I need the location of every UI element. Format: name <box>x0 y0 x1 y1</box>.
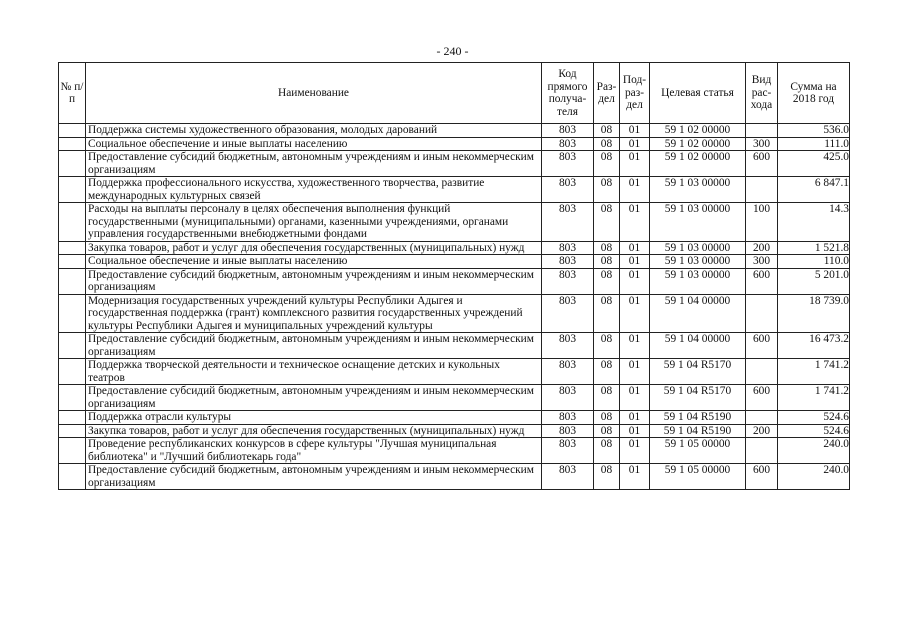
cell-target: 59 1 04 R5190 <box>650 424 746 438</box>
cell-type: 200 <box>746 241 778 255</box>
cell-section: 08 <box>594 241 620 255</box>
cell-name: Поддержка системы художественного образования, молодых дарований <box>86 124 542 138</box>
cell-name: Поддержка отрасли культуры <box>86 411 542 425</box>
cell-amount: 16 473.2 <box>778 333 850 359</box>
cell-section: 08 <box>594 438 620 464</box>
table-header-row <box>59 63 850 124</box>
table-row <box>59 438 850 464</box>
cell-subsection: 01 <box>620 241 650 255</box>
cell-num <box>59 137 86 151</box>
cell-subsection: 01 <box>620 177 650 203</box>
cell-name: Предоставление субсидий бюджетным, автономным учреждениям и иным некоммерческим организациям <box>86 268 542 294</box>
table-row <box>59 359 850 385</box>
cell-name: Поддержка творческой деятельности и техническое оснащение детских и кукольных театров <box>86 359 542 385</box>
cell-amount: 14.3 <box>778 203 850 242</box>
cell-type <box>746 177 778 203</box>
cell-code: 803 <box>542 438 594 464</box>
cell-target: 59 1 03 00000 <box>650 255 746 269</box>
cell-name: Закупка товаров, работ и услуг для обеспечения государственных (муниципальных) нужд <box>86 424 542 438</box>
header-section: Раз-дел <box>594 63 620 124</box>
header-subsection: Под-раз-дел <box>620 63 650 124</box>
cell-code: 803 <box>542 241 594 255</box>
cell-section: 08 <box>594 177 620 203</box>
cell-type: 600 <box>746 464 778 490</box>
cell-amount: 110.0 <box>778 255 850 269</box>
cell-num <box>59 268 86 294</box>
table-row <box>59 137 850 151</box>
cell-amount: 524.6 <box>778 424 850 438</box>
header-num: № п/п <box>59 63 86 124</box>
cell-code: 803 <box>542 411 594 425</box>
table-row <box>59 255 850 269</box>
cell-amount: 111.0 <box>778 137 850 151</box>
cell-target: 59 1 04 R5170 <box>650 385 746 411</box>
cell-amount: 1 741.2 <box>778 359 850 385</box>
cell-num <box>59 438 86 464</box>
cell-subsection: 01 <box>620 203 650 242</box>
cell-amount: 1 521.8 <box>778 241 850 255</box>
cell-subsection: 01 <box>620 294 650 333</box>
cell-subsection: 01 <box>620 333 650 359</box>
cell-code: 803 <box>542 333 594 359</box>
cell-subsection: 01 <box>620 151 650 177</box>
cell-target: 59 1 02 00000 <box>650 124 746 138</box>
cell-type <box>746 411 778 425</box>
cell-type: 600 <box>746 385 778 411</box>
cell-amount: 1 741.2 <box>778 385 850 411</box>
header-code: Код прямого получа-теля <box>542 63 594 124</box>
cell-num <box>59 424 86 438</box>
cell-subsection: 01 <box>620 385 650 411</box>
table-row <box>59 124 850 138</box>
cell-section: 08 <box>594 464 620 490</box>
cell-name: Модернизация государственных учреждений культуры Республики Адыгея и государственная поддержка (грант) комплексного развития государственных учреждений культуры Республики Адыгея и муниципальных учреждений культуры <box>86 294 542 333</box>
cell-section: 08 <box>594 203 620 242</box>
cell-code: 803 <box>542 359 594 385</box>
cell-num <box>59 333 86 359</box>
cell-subsection: 01 <box>620 438 650 464</box>
cell-subsection: 01 <box>620 137 650 151</box>
cell-num <box>59 464 86 490</box>
cell-num <box>59 255 86 269</box>
cell-amount: 5 201.0 <box>778 268 850 294</box>
cell-subsection: 01 <box>620 411 650 425</box>
table-row <box>59 385 850 411</box>
cell-target: 59 1 03 00000 <box>650 177 746 203</box>
cell-section: 08 <box>594 137 620 151</box>
cell-code: 803 <box>542 385 594 411</box>
cell-num <box>59 385 86 411</box>
cell-num <box>59 124 86 138</box>
cell-amount: 536.0 <box>778 124 850 138</box>
cell-code: 803 <box>542 424 594 438</box>
cell-subsection: 01 <box>620 255 650 269</box>
cell-name: Предоставление субсидий бюджетным, автономным учреждениям и иным некоммерческим организациям <box>86 151 542 177</box>
cell-code: 803 <box>542 255 594 269</box>
cell-target: 59 1 04 R5170 <box>650 359 746 385</box>
header-type: Вид рас-хода <box>746 63 778 124</box>
cell-name: Закупка товаров, работ и услуг для обеспечения государственных (муниципальных) нужд <box>86 241 542 255</box>
cell-section: 08 <box>594 151 620 177</box>
table-body <box>59 124 850 490</box>
cell-target: 59 1 05 00000 <box>650 438 746 464</box>
cell-amount: 240.0 <box>778 438 850 464</box>
table-row <box>59 268 850 294</box>
cell-type <box>746 359 778 385</box>
cell-type: 100 <box>746 203 778 242</box>
header-amount: Сумма на 2018 год <box>778 63 850 124</box>
cell-section: 08 <box>594 385 620 411</box>
table-row <box>59 203 850 242</box>
cell-code: 803 <box>542 203 594 242</box>
cell-num <box>59 177 86 203</box>
table-row <box>59 464 850 490</box>
cell-section: 08 <box>594 411 620 425</box>
cell-subsection: 01 <box>620 424 650 438</box>
cell-name: Предоставление субсидий бюджетным, автономным учреждениям и иным некоммерческим организациям <box>86 464 542 490</box>
cell-amount: 425.0 <box>778 151 850 177</box>
cell-name: Социальное обеспечение и иные выплаты населению <box>86 255 542 269</box>
cell-name: Проведение республиканских конкурсов в сфере культуры "Лучшая муниципальная библиотека" и "Лучший библиотекарь года" <box>86 438 542 464</box>
cell-target: 59 1 02 00000 <box>650 151 746 177</box>
table-row <box>59 151 850 177</box>
cell-section: 08 <box>594 359 620 385</box>
cell-amount: 240.0 <box>778 464 850 490</box>
cell-section: 08 <box>594 124 620 138</box>
cell-target: 59 1 03 00000 <box>650 268 746 294</box>
cell-target: 59 1 04 R5190 <box>650 411 746 425</box>
table-row <box>59 424 850 438</box>
cell-target: 59 1 04 00000 <box>650 333 746 359</box>
cell-target: 59 1 03 00000 <box>650 203 746 242</box>
cell-type <box>746 294 778 333</box>
table-row <box>59 241 850 255</box>
cell-code: 803 <box>542 268 594 294</box>
cell-num <box>59 241 86 255</box>
cell-name: Предоставление субсидий бюджетным, автономным учреждениям и иным некоммерческим организациям <box>86 385 542 411</box>
cell-type: 300 <box>746 255 778 269</box>
cell-num <box>59 411 86 425</box>
cell-type: 600 <box>746 333 778 359</box>
cell-name: Предоставление субсидий бюджетным, автономным учреждениям и иным некоммерческим организациям <box>86 333 542 359</box>
cell-num <box>59 294 86 333</box>
cell-type: 600 <box>746 268 778 294</box>
header-name: Наименование <box>86 63 542 124</box>
cell-target: 59 1 05 00000 <box>650 464 746 490</box>
cell-type <box>746 438 778 464</box>
cell-num <box>59 359 86 385</box>
table-row <box>59 411 850 425</box>
cell-section: 08 <box>594 294 620 333</box>
cell-code: 803 <box>542 177 594 203</box>
cell-amount: 524.6 <box>778 411 850 425</box>
cell-name: Социальное обеспечение и иные выплаты населению <box>86 137 542 151</box>
page-number: - 240 - <box>436 44 469 58</box>
cell-amount: 18 739.0 <box>778 294 850 333</box>
cell-code: 803 <box>542 294 594 333</box>
cell-target: 59 1 02 00000 <box>650 137 746 151</box>
cell-subsection: 01 <box>620 359 650 385</box>
cell-code: 803 <box>542 124 594 138</box>
cell-type <box>746 124 778 138</box>
cell-type: 200 <box>746 424 778 438</box>
table-row <box>59 294 850 333</box>
cell-section: 08 <box>594 424 620 438</box>
table-row <box>59 177 850 203</box>
cell-num <box>59 151 86 177</box>
cell-code: 803 <box>542 464 594 490</box>
cell-name: Поддержка профессионального искусства, художественного творчества, развитие международных культурных связей <box>86 177 542 203</box>
cell-code: 803 <box>542 137 594 151</box>
cell-section: 08 <box>594 333 620 359</box>
cell-name: Расходы на выплаты персоналу в целях обеспечения выполнения функций государственными (муниципальными) органами, казенными учреждениями, органами управления государственными внебюджетными фондами <box>86 203 542 242</box>
cell-target: 59 1 03 00000 <box>650 241 746 255</box>
cell-section: 08 <box>594 255 620 269</box>
cell-subsection: 01 <box>620 268 650 294</box>
cell-subsection: 01 <box>620 464 650 490</box>
cell-section: 08 <box>594 268 620 294</box>
header-target: Целевая статья <box>650 63 746 124</box>
table-row <box>59 333 850 359</box>
cell-target: 59 1 04 00000 <box>650 294 746 333</box>
cell-type: 300 <box>746 137 778 151</box>
cell-amount: 6 847.1 <box>778 177 850 203</box>
cell-subsection: 01 <box>620 124 650 138</box>
cell-num <box>59 203 86 242</box>
cell-code: 803 <box>542 151 594 177</box>
cell-type: 600 <box>746 151 778 177</box>
budget-table <box>58 62 850 490</box>
